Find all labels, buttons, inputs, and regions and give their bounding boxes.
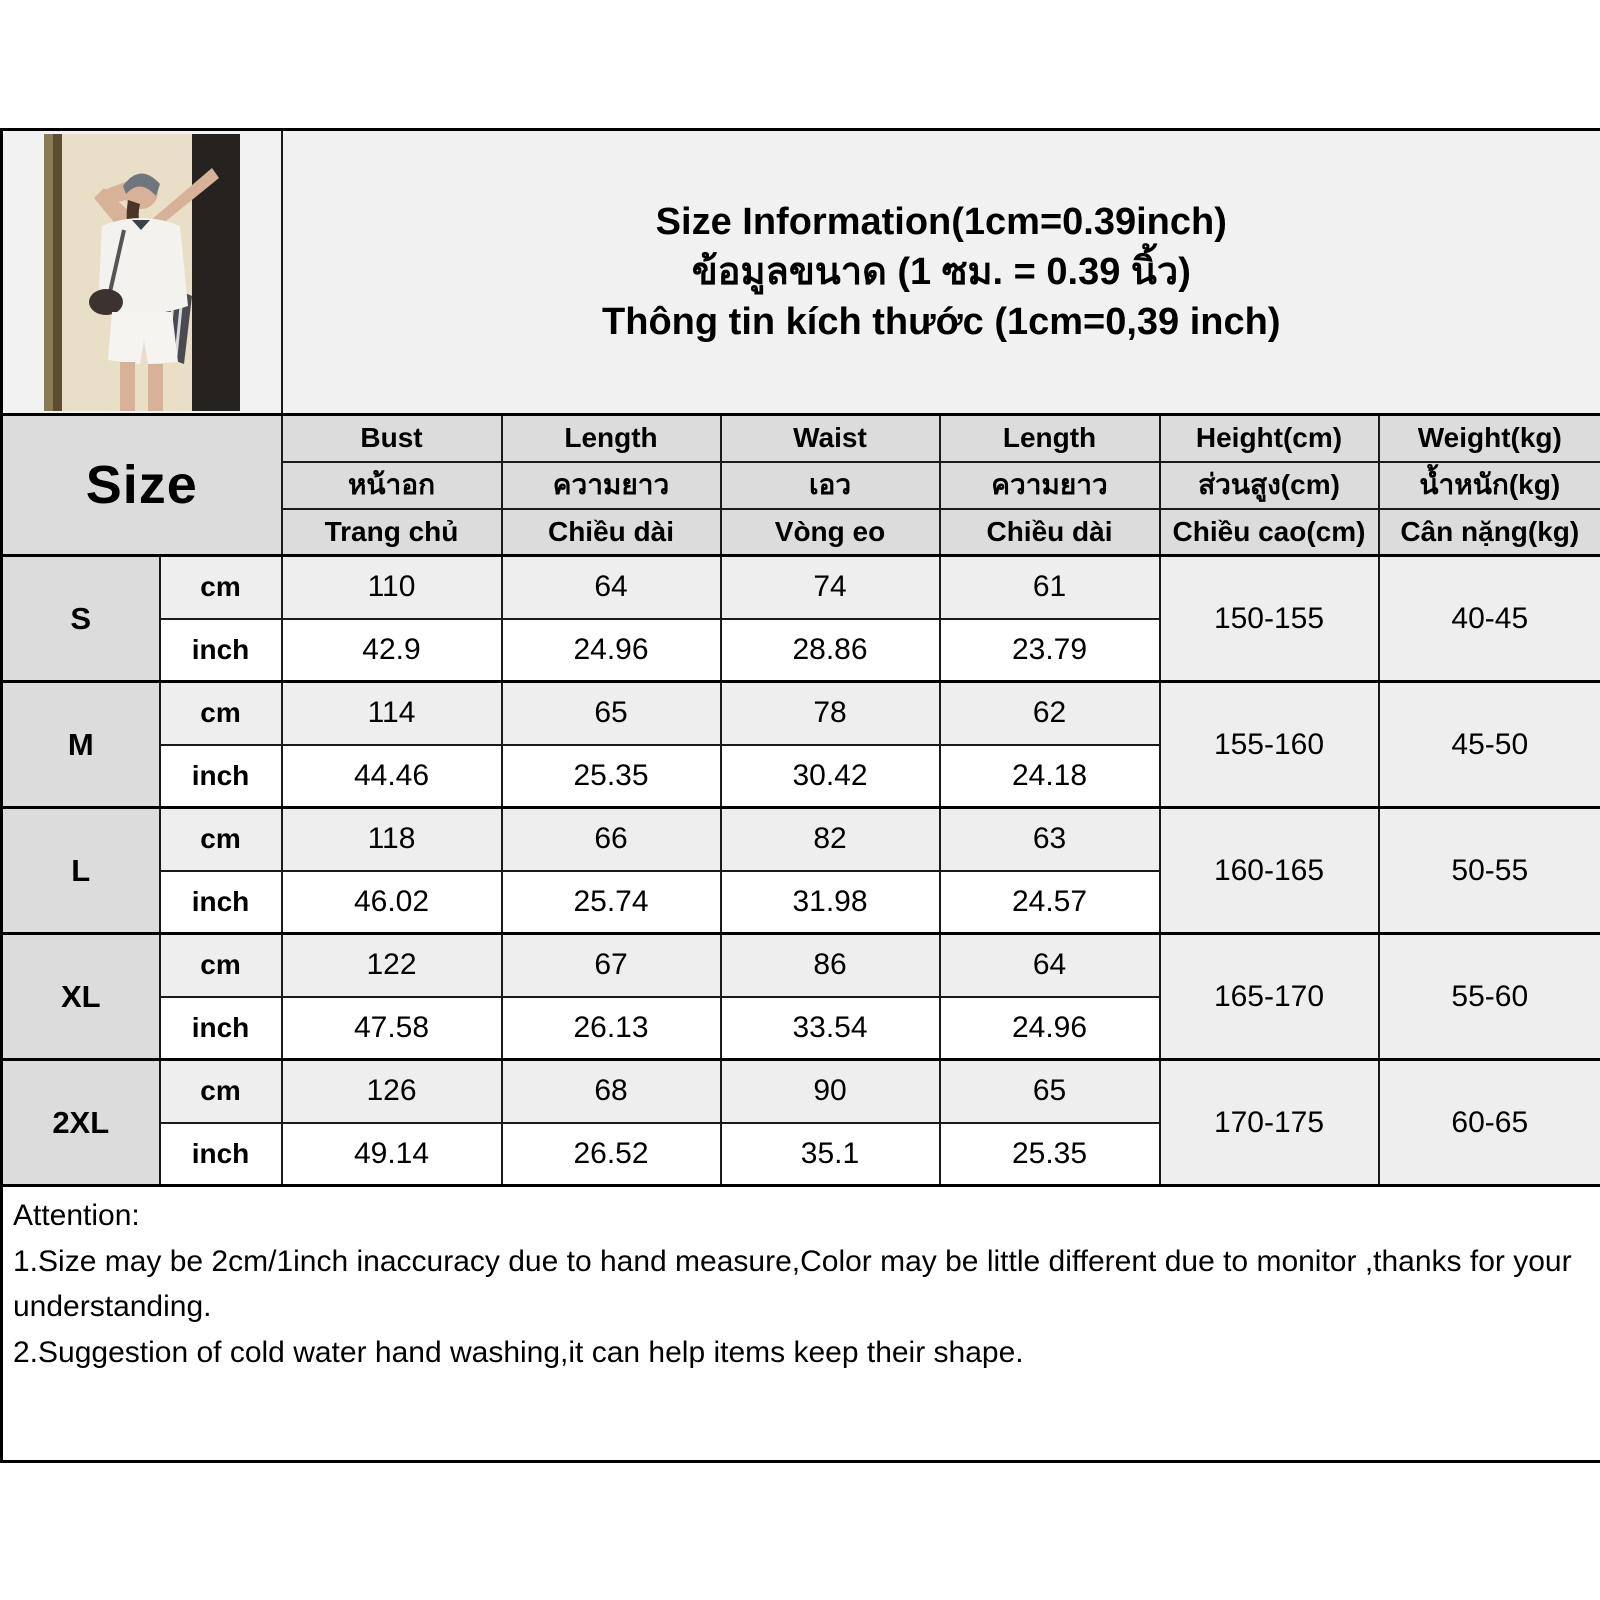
model-photo-illustration xyxy=(44,134,240,411)
cell-xl-cm-bust: 122 xyxy=(282,934,502,997)
header-bust-th: หน้าอก xyxy=(282,462,502,509)
cell-l-inch-length2: 24.57 xyxy=(940,871,1160,934)
cell-m-cm-length: 65 xyxy=(502,682,721,745)
attention-section xyxy=(2,1186,1600,1462)
unit-label-cm: cm xyxy=(160,934,282,997)
cell-l-cm-length2: 63 xyxy=(940,808,1160,871)
header-length2-vi: Chiều dài xyxy=(940,509,1160,556)
cell-2xl-cm-length: 68 xyxy=(502,1060,721,1123)
cell-s-inch-length2: 23.79 xyxy=(940,619,1160,682)
header-height-th: ส่วนสูง(cm) xyxy=(1160,462,1379,509)
model-photo-cell xyxy=(2,130,282,415)
model-photo xyxy=(3,134,281,411)
cell-m-inch-length2: 24.18 xyxy=(940,745,1160,808)
unit-label-inch: inch xyxy=(160,745,282,808)
size-label-xl: XL xyxy=(2,934,160,1060)
cell-m-inch-bust: 44.46 xyxy=(282,745,502,808)
unit-label-cm: cm xyxy=(160,682,282,745)
cell-l-weight: 50-55 xyxy=(1379,808,1600,934)
cell-xl-cm-waist: 86 xyxy=(721,934,940,997)
title-line-vi: Thông tin kích thước (1cm=0,39 inch) xyxy=(602,301,1281,344)
cell-2xl-cm-waist: 90 xyxy=(721,1060,940,1123)
cell-s-height: 150-155 xyxy=(1160,556,1379,682)
cell-2xl-inch-bust: 49.14 xyxy=(282,1123,502,1186)
unit-label-inch: inch xyxy=(160,1123,282,1186)
header-waist-th: เอว xyxy=(721,462,940,509)
cell-s-cm-length2: 61 xyxy=(940,556,1160,619)
cell-2xl-cm-length2: 65 xyxy=(940,1060,1160,1123)
cell-m-cm-waist: 78 xyxy=(721,682,940,745)
header-length-en: Length xyxy=(502,415,721,462)
unit-label-cm: cm xyxy=(160,556,282,619)
unit-label-inch: inch xyxy=(160,997,282,1060)
attention-note-2: 2.Suggestion of cold water hand washing,it can help items keep their shape. xyxy=(13,1335,1024,1369)
cell-s-cm-length: 64 xyxy=(502,556,721,619)
unit-label-inch: inch xyxy=(160,619,282,682)
header-waist-vi: Vòng eo xyxy=(721,509,940,556)
size-label-2xl: 2XL xyxy=(2,1060,160,1186)
cell-m-weight: 45-50 xyxy=(1379,682,1600,808)
cell-s-inch-length: 24.96 xyxy=(502,619,721,682)
cell-m-inch-waist: 30.42 xyxy=(721,745,940,808)
cell-s-inch-bust: 42.9 xyxy=(282,619,502,682)
cell-xl-cm-length2: 64 xyxy=(940,934,1160,997)
cell-m-cm-length2: 62 xyxy=(940,682,1160,745)
cell-l-cm-bust: 118 xyxy=(282,808,502,871)
cell-l-cm-length: 66 xyxy=(502,808,721,871)
cell-xl-inch-bust: 47.58 xyxy=(282,997,502,1060)
unit-label-inch: inch xyxy=(160,871,282,934)
cell-m-inch-length: 25.35 xyxy=(502,745,721,808)
cell-s-inch-waist: 28.86 xyxy=(721,619,940,682)
header-length-vi: Chiều dài xyxy=(502,509,721,556)
header-weight-th: น้ำหนัก(kg) xyxy=(1379,462,1600,509)
cell-xl-inch-waist: 33.54 xyxy=(721,997,940,1060)
cell-l-inch-bust: 46.02 xyxy=(282,871,502,934)
header-weight-en: Weight(kg) xyxy=(1379,415,1600,462)
cell-xl-inch-length2: 24.96 xyxy=(940,997,1160,1060)
size-corner-label: Size xyxy=(2,415,282,556)
header-length2-th: ความยาว xyxy=(940,462,1160,509)
cell-2xl-height: 170-175 xyxy=(1160,1060,1379,1186)
cell-xl-weight: 55-60 xyxy=(1379,934,1600,1060)
cell-2xl-inch-length: 26.52 xyxy=(502,1123,721,1186)
header-height-en: Height(cm) xyxy=(1160,415,1379,462)
size-label-m: M xyxy=(2,682,160,808)
header-bust-en: Bust xyxy=(282,415,502,462)
size-label-l: L xyxy=(2,808,160,934)
cell-l-inch-length: 25.74 xyxy=(502,871,721,934)
cell-s-cm-waist: 74 xyxy=(721,556,940,619)
header-waist-en: Waist xyxy=(721,415,940,462)
title-line-en: Size Information(1cm=0.39inch) xyxy=(655,200,1227,243)
cell-2xl-inch-length2: 25.35 xyxy=(940,1123,1160,1186)
cell-m-cm-bust: 114 xyxy=(282,682,502,745)
attention-heading: Attention: xyxy=(13,1199,140,1232)
unit-label-cm: cm xyxy=(160,808,282,871)
cell-l-height: 160-165 xyxy=(1160,808,1379,934)
cell-l-inch-waist: 31.98 xyxy=(721,871,940,934)
cell-s-cm-bust: 110 xyxy=(282,556,502,619)
cell-xl-height: 165-170 xyxy=(1160,934,1379,1060)
cell-m-height: 155-160 xyxy=(1160,682,1379,808)
cell-2xl-weight: 60-65 xyxy=(1379,1060,1600,1186)
cell-2xl-inch-waist: 35.1 xyxy=(721,1123,940,1186)
attention-note-1: 1.Size may be 2cm/1inch inaccuracy due to hand measure,Color may be little different due to monitor ,thanks for your understanding. xyxy=(13,1244,1572,1324)
header-length2-en: Length xyxy=(940,415,1160,462)
cell-s-weight: 40-45 xyxy=(1379,556,1600,682)
cell-l-cm-waist: 82 xyxy=(721,808,940,871)
cell-xl-inch-length: 26.13 xyxy=(502,997,721,1060)
size-chart-table xyxy=(0,128,1600,1463)
header-bust-vi: Trang chủ xyxy=(282,509,502,556)
unit-label-cm: cm xyxy=(160,1060,282,1123)
title-line-th: ข้อมูลขนาด (1 ซม. = 0.39 นิ้ว) xyxy=(691,250,1191,293)
header-weight-vi: Cân nặng(kg) xyxy=(1379,509,1600,556)
size-label-s: S xyxy=(2,556,160,682)
header-height-vi: Chiều cao(cm) xyxy=(1160,509,1379,556)
title-cell xyxy=(282,130,1600,415)
cell-2xl-cm-bust: 126 xyxy=(282,1060,502,1123)
header-length-th: ความยาว xyxy=(502,462,721,509)
cell-xl-cm-length: 67 xyxy=(502,934,721,997)
